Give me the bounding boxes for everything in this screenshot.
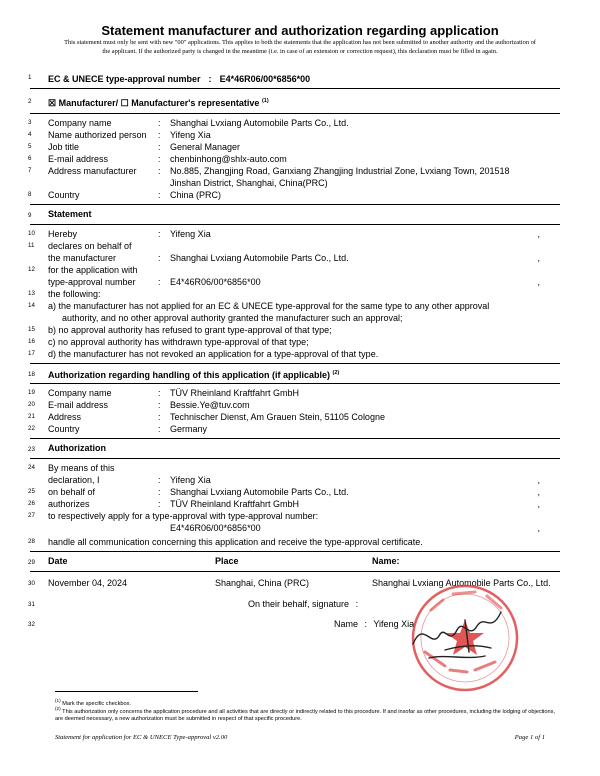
- declares-row: 11 declares on behalf of the manufacturer : Shanghai Lvxiang Automobile Parts Co., Ltd. ,: [0, 240, 600, 264]
- company-name-row: 3 Company name : Shanghai Lvxiang Automobile Parts Co., Ltd.: [28, 118, 349, 128]
- line-number: 4: [28, 131, 32, 138]
- page-footer: [55, 734, 545, 741]
- type-approval-number: E4*46R06/00*6856*00: [219, 74, 311, 84]
- application-row: 12 for the application with type-approval number : E4*46R06/00*6856*00 ,: [0, 264, 600, 288]
- line-number: 10: [28, 230, 35, 237]
- line-number: 6: [28, 155, 32, 162]
- field-label: Hereby: [48, 229, 78, 239]
- field-label: Company name: [48, 388, 112, 398]
- statement-b-row: [0, 324, 600, 336]
- statement-c-row: [0, 336, 600, 348]
- line-number: 27: [28, 512, 35, 519]
- hereby-value: Yifeng Xia: [170, 229, 211, 239]
- page-title: Statement manufacturer and authorization regarding application: [101, 23, 499, 38]
- authorized-person-value: Yifeng Xia: [170, 130, 211, 140]
- declaration-row: 24 By means of this declaration, I : Yifeng Xia ,: [0, 462, 600, 486]
- line-number: 3: [28, 119, 32, 126]
- field-label: for the application with: [48, 265, 138, 275]
- signature-header-row: [0, 552, 600, 571]
- statement-heading-row: [0, 205, 600, 224]
- field-label: the manufacturer: [48, 253, 117, 263]
- manufacturer-checkbox[interactable]: ☒: [48, 98, 57, 108]
- page-subtitle: This statement must only be sent with new "00" applications. This applies to both the statements that the application has not been submitted to another authority and the authorization of the applicant. If the authorized party is changed in the meantime (i.e. in case of an extension or correction request), this declaration must be filled in again.: [64, 39, 536, 55]
- authorized-person-row: 4 Name authorized person : Yifeng Xia: [28, 130, 211, 140]
- service-address-row: 21 Address : Technischer Dienst, Am Grauen Stein, 51105 Cologne: [28, 412, 385, 422]
- statement-text: authority, and no other approval authority granted the manufacturer such an approval;: [62, 313, 403, 323]
- authorization-heading-row: [0, 439, 600, 458]
- line-number: 13: [28, 290, 35, 297]
- statement-a-row: [0, 300, 600, 324]
- job-title-value: General Manager: [170, 142, 241, 152]
- representative-label: Manufacturer's representative: [131, 98, 260, 108]
- field-label: type-approval number: [48, 277, 136, 287]
- declarant-value: Yifeng Xia: [170, 475, 211, 485]
- authorization-handling-heading: Authorization regarding handling of this application (if applicable): [48, 370, 331, 380]
- representative-checkbox[interactable]: ☐: [120, 98, 129, 108]
- field-label: E-mail address: [48, 400, 109, 410]
- field-label: Country: [48, 424, 80, 434]
- line-number: 1: [28, 74, 32, 81]
- line-number: 21: [28, 413, 35, 420]
- field-label: By means of this: [48, 463, 115, 473]
- line-number: 28: [28, 538, 35, 545]
- line-number: 17: [28, 350, 35, 357]
- service-email-value: Bessie.Ye@tuv.com: [170, 400, 250, 410]
- manufacturer-value: Shanghai Lvxiang Automobile Parts Co., Ltd.: [170, 253, 349, 263]
- date-header: Date: [48, 556, 68, 566]
- signature-row: 31 On their behalf, signature :: [28, 599, 359, 609]
- service-company-value: TÜV Rheinland Kraftfahrt GmbH: [170, 388, 300, 398]
- line-number: 2: [28, 98, 32, 105]
- line-number: 14: [28, 302, 35, 309]
- service-company-row: 19 Company name : TÜV Rheinland Kraftfahrt GmbH: [28, 388, 300, 398]
- statement-text: c) no approval authority has withdrawn type-approval of that type;: [48, 337, 309, 347]
- email-value: chenbinhong@shlx-auto.com: [170, 154, 287, 164]
- field-label: Name authorized person: [48, 130, 147, 140]
- line-number: 7: [28, 167, 32, 174]
- name-company-value: Shanghai Lvxiang Automobile Parts Co., Ltd.: [372, 578, 551, 588]
- line-number: 25: [28, 488, 35, 495]
- field-label: Job title: [48, 142, 80, 152]
- line-number: 26: [28, 500, 35, 507]
- country-row: 8 Country : China (PRC): [28, 190, 222, 200]
- line-number: 5: [28, 143, 32, 150]
- apply-type-approval-value: E4*46R06/00*6856*00: [170, 523, 261, 533]
- footnote-1: $^{(1)}$ Mark the specific checkbox.: [55, 698, 131, 707]
- footnote-ref: (2): [332, 370, 340, 376]
- statement-text: b) no approval authority has refused to grant type-approval of that type;: [48, 325, 332, 335]
- apply-row: 27 to respectively apply for a type-approval with type-approval number: E4*46R06/00*6856*00 ,: [0, 510, 600, 534]
- handle-row: [0, 536, 600, 548]
- handwritten-signature: [405, 600, 515, 675]
- field-label: Country: [48, 190, 80, 200]
- service-country-row: 22 Country : Germany: [28, 424, 208, 434]
- form-body: [0, 70, 600, 634]
- email-row: 6 E-mail address : chenbinhong@shlx-auto.com: [28, 154, 287, 164]
- line-number: 18: [28, 371, 35, 378]
- job-title-row: 5 Job title : General Manager: [28, 142, 241, 152]
- line-number: 29: [28, 559, 35, 566]
- line-number: 12: [28, 266, 35, 273]
- line-number: 8: [28, 191, 32, 198]
- signer-name-label: Name: [334, 619, 359, 629]
- service-address-value: Technischer Dienst, Am Grauen Stein, 51105 Cologne: [170, 412, 385, 422]
- authorizes-value: TÜV Rheinland Kraftfahrt GmbH: [170, 499, 300, 509]
- address-value: No.885, Zhangjing Road, Ganxiang Zhangjing Industrial Zone, Lvxiang Town, 201518: [170, 166, 510, 176]
- field-label: authorizes: [48, 499, 90, 509]
- field-label: E-mail address: [48, 154, 109, 164]
- signer-name-row: 32 Name : Yifeng Xia: [28, 619, 415, 629]
- service-country-value: Germany: [170, 424, 208, 434]
- signature-label: On their behalf, signature: [248, 599, 350, 609]
- line-number: 24: [28, 464, 35, 471]
- field-label: Company name: [48, 118, 112, 128]
- type-approval-row: 1 EC & UNECE type-approval number : E4*46R06/00*6856*00: [28, 74, 311, 84]
- authorization-heading: Authorization: [48, 443, 106, 453]
- footer-document-name: Statement for application for EC & UNECE Type-approval v2.00: [55, 734, 228, 741]
- field-label: on behalf of: [48, 487, 96, 497]
- footer-page-number: Page 1 of 1: [514, 734, 545, 741]
- hereby-row: 10 Hereby : Yifeng Xia ,: [28, 229, 540, 239]
- type-approval-label: EC & UNECE type-approval number: [48, 74, 201, 84]
- line-number: 11: [28, 242, 35, 249]
- line-number: 9: [28, 212, 32, 219]
- name-header: Name:: [372, 556, 400, 566]
- line-number: 32: [28, 621, 35, 628]
- type-approval-value: E4*46R06/00*6856*00: [170, 277, 261, 287]
- statement-text: the following:: [48, 289, 101, 299]
- statement-d-row: [0, 348, 600, 360]
- statement-text: handle all communication concerning this application and receive the type-approval certificate.: [48, 537, 423, 547]
- field-label: declares on behalf of: [48, 241, 132, 251]
- company-name-value: Shanghai Lvxiang Automobile Parts Co., Ltd.: [170, 118, 349, 128]
- address-row: 7 Address manufacturer : No.885, Zhangjing Road, Ganxiang Zhangjing Industrial Zone, Lvxiang Town, 201518 Jinshan District, Shanghai, China(PRC): [0, 165, 600, 189]
- line-number: 19: [28, 389, 35, 396]
- statement-heading: Statement: [48, 209, 92, 219]
- field-label: declaration, I: [48, 475, 100, 485]
- field-label: Address: [48, 412, 82, 422]
- service-email-row: 20 E-mail address : Bessie.Ye@tuv.com: [28, 400, 250, 410]
- line-number: 30: [28, 580, 35, 587]
- statement-text: d) the manufacturer has not revoked an application for a type-approval of that type.: [48, 349, 379, 359]
- signer-name-value: Yifeng Xia: [373, 619, 415, 629]
- country-value: China (PRC): [170, 190, 222, 200]
- manufacturer-label: Manufacturer/: [58, 98, 119, 108]
- authorizes-row: 26 authorizes : TÜV Rheinland Kraftfahrt GmbH ,: [28, 499, 540, 509]
- line-number: 22: [28, 425, 35, 432]
- field-label: Address manufacturer: [48, 166, 137, 176]
- footnote-2: $^{(2)}$ This authorization only concerns the application procedure and all activities that are directly or indirectly related to this procedure. If and insofar as other procedures, including the lodging of objections, are deemed necessary, a new authorization must be submitted in respect of that specific procedure.: [55, 706, 555, 723]
- line-number: 20: [28, 401, 35, 408]
- line-number: 23: [28, 446, 35, 453]
- date-value: November 04, 2024: [48, 578, 128, 588]
- statement-text: to respectively apply for a type-approval with type-approval number:: [48, 511, 319, 521]
- following-row: [0, 288, 600, 300]
- footnote-divider: [55, 691, 198, 692]
- place-value: Shanghai, China (PRC): [215, 578, 310, 588]
- address-value-line2: Jinshan District, Shanghai, China(PRC): [170, 178, 328, 188]
- behalf-row: 25 on behalf of : Shanghai Lvxiang Automobile Parts Co., Ltd. ,: [28, 487, 540, 497]
- authorization-handling-heading-row: [0, 364, 600, 383]
- applicant-type-row: [0, 89, 600, 113]
- line-number: 16: [28, 338, 35, 345]
- line-number: 31: [28, 601, 35, 608]
- statement-text: a) the manufacturer has not applied for an EC & UNECE type-approval for the same type to any other approval: [48, 301, 490, 311]
- place-header: Place: [215, 556, 239, 566]
- footnote-ref: (1): [261, 98, 269, 104]
- behalf-value: Shanghai Lvxiang Automobile Parts Co., Ltd.: [170, 487, 349, 497]
- line-number: 15: [28, 326, 35, 333]
